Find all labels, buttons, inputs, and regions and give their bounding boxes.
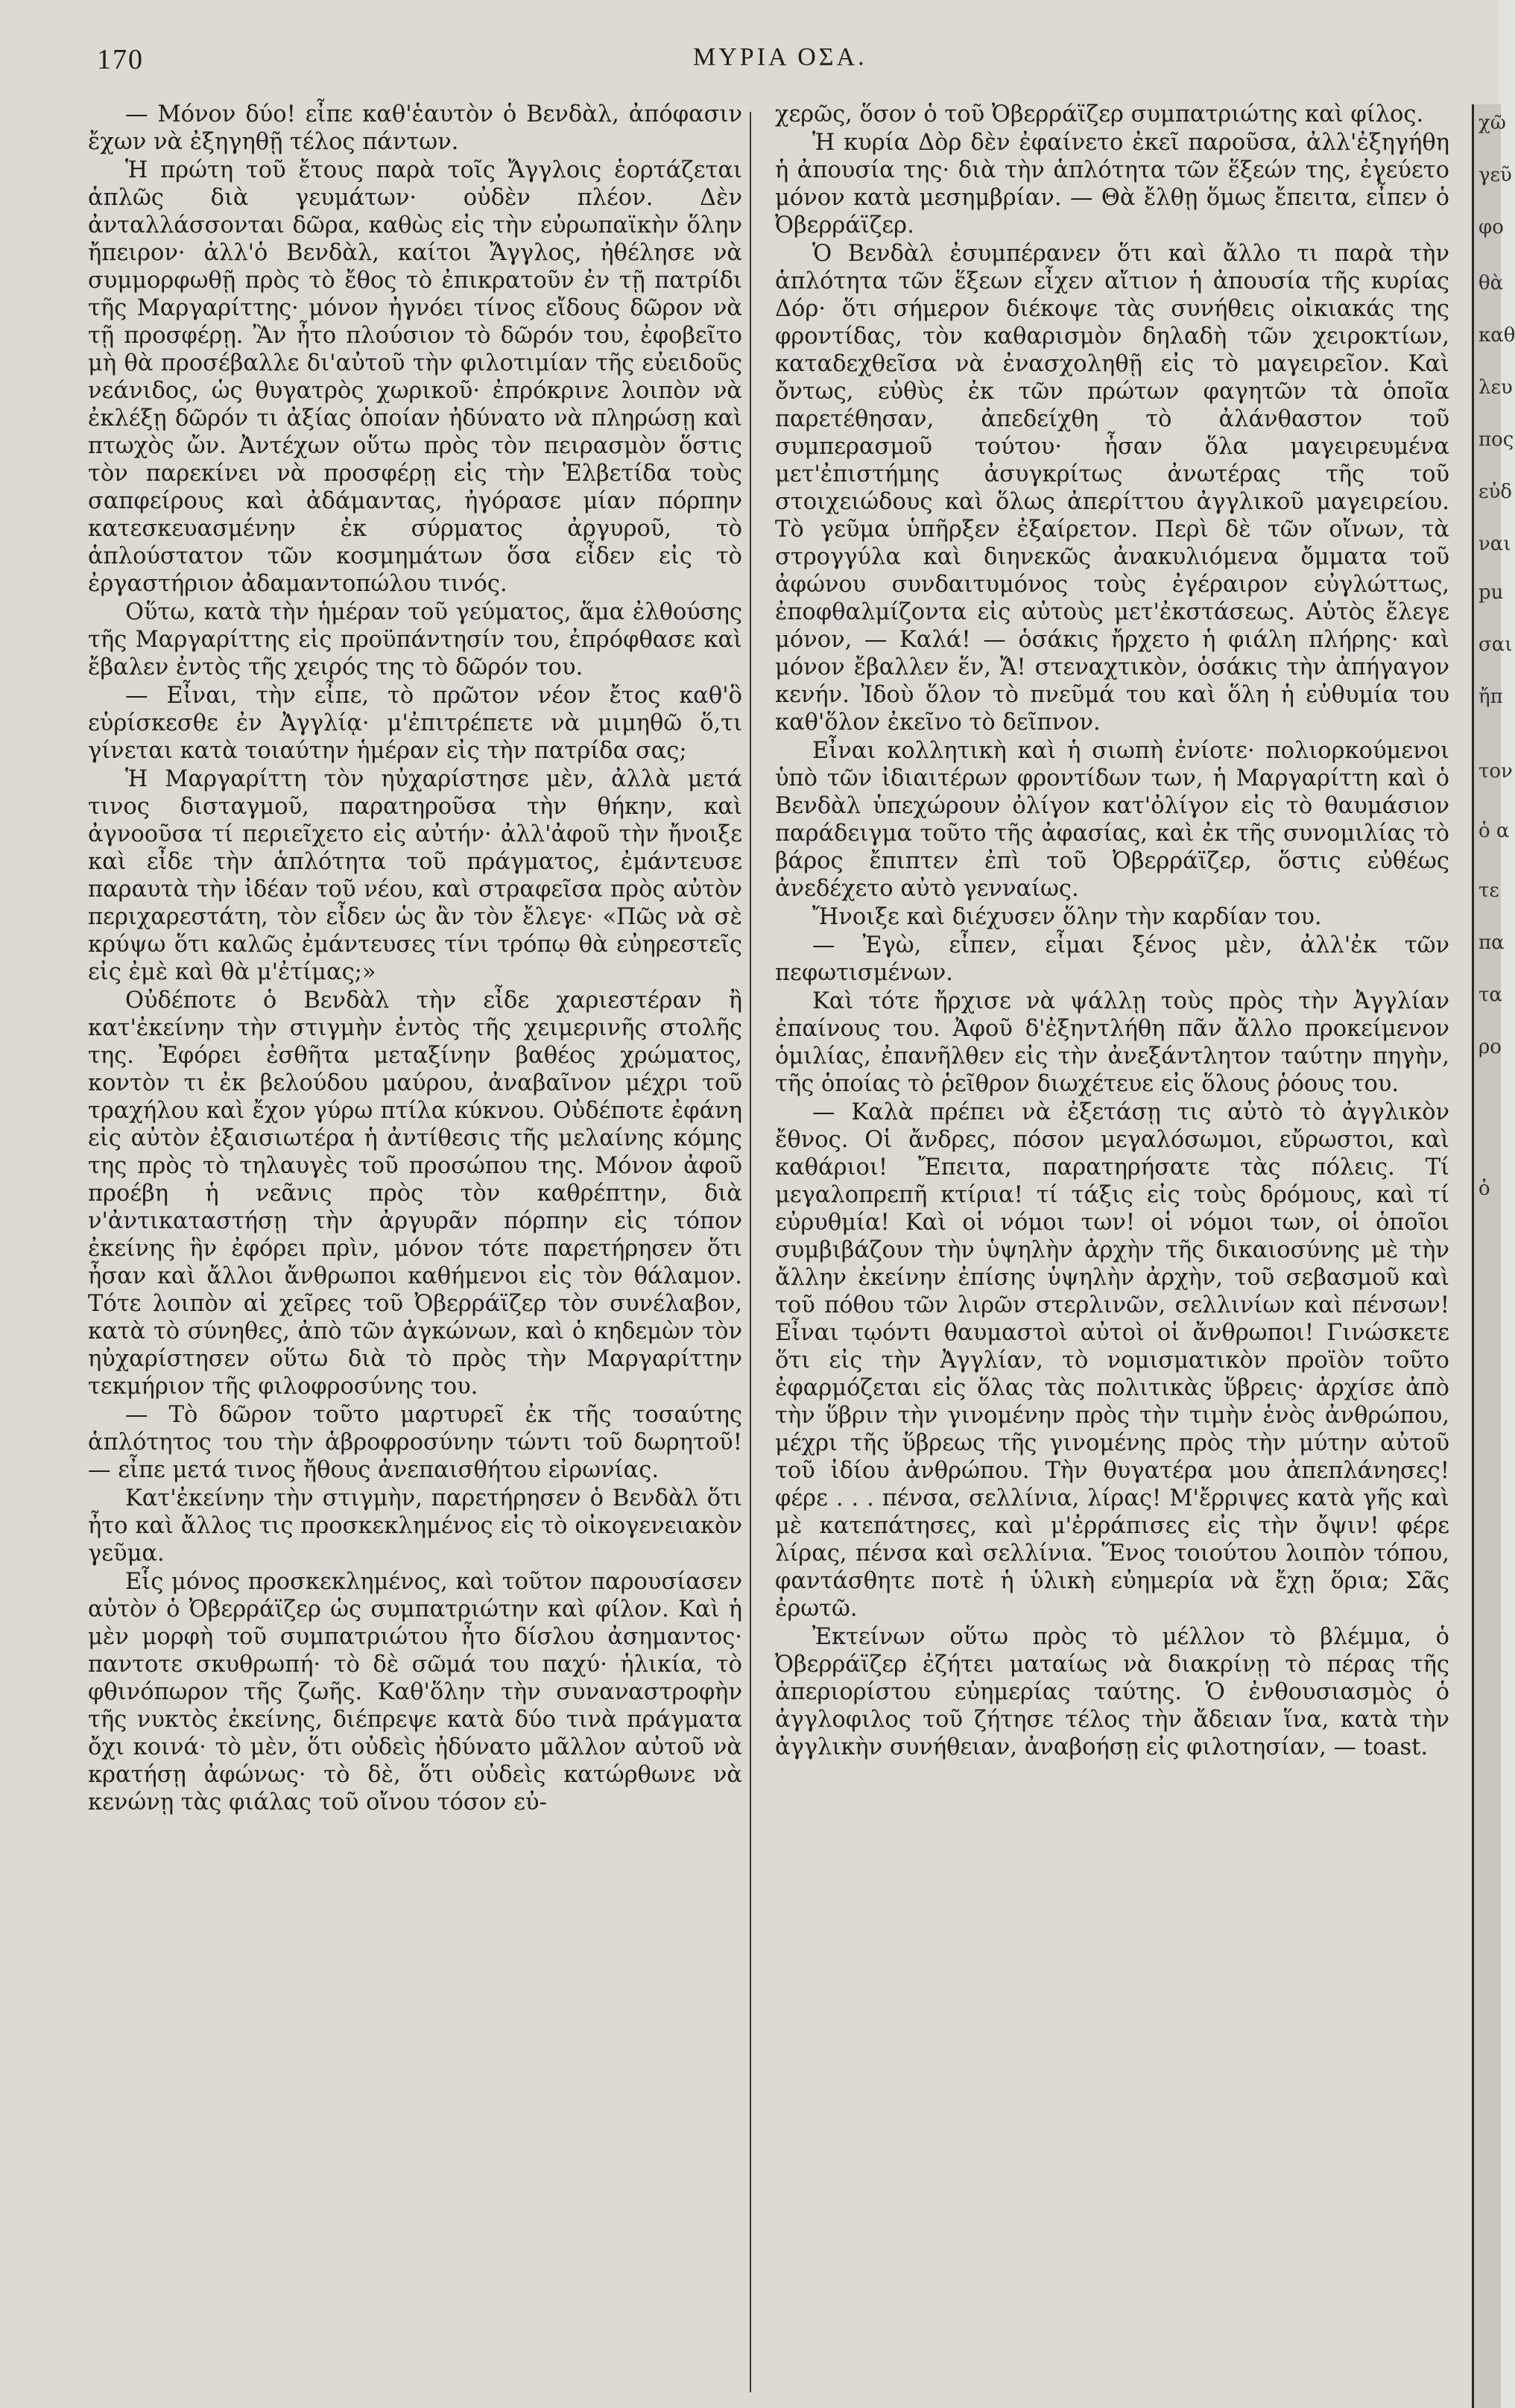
paragraph: Ἡ κυρία Δὸρ δὲν ἐφαίνετο ἐκεῖ παροῦσα, ἀλλ'ἐξηγήθη ἡ ἀπουσία της· διὰ τὴν ἁπλότητα τῶν ἕξεών της, ἐγεύετο μόνον κατὰ μεσημβρίαν. — Θὰ ἔλθῃ ὅμως ἔπειτα, εἶπεν ὁ Ὀβερράϊζερ. [775,130,1449,238]
margin-fragment: λευ [1478,376,1513,399]
paragraph: — Καλὰ πρέπει νὰ ἐξετάσῃ τις αὐτὸ τὸ ἀγγλικὸν ἔθνος. Οἱ ἄνδρες, πόσον μεγαλόσωμοι, εὔρωστοι, καὶ καθάριοι! Ἔπειτα, παρατηρήσατε τὰς πόλεις. Τί μεγαλοπρεπῆ κτίρια! τί τάξις εἰς τοὺς δρόμους, καὶ τί εὐρυθμία! Καὶ οἱ νόμοι των! οἱ νόμοι των, οἱ ὁποῖοι συμβιβάζουν τὴν ὑψηλὴν ἀρχὴν τῆς δικαιοσύνης μὲ τὴν ἄλλην ἐκείνην ἐπίσης ὑψηλὴν ἀρχὴν, τοῦ σεβασμοῦ καὶ τοῦ πόθου τῶν λιρῶν στερλινῶν, σελλινίων καὶ πένσων! Εἶναι τῳόντι θαυμαστοὶ αὐτοὶ οἱ ἄνθρωποι! Γινώσκετε ὅτι εἰς τὴν Ἀγγλίαν, τὸ νομισματικὸν προϊὸν τοῦτο ἐφαρμόζεται εἰς ὅλας τὰς πολιτικὰς ὕβρεις· ἀρχίσε ἀπὸ τὴν ὕβριν τὴν γινομένην πρὸς τὴν τιμὴν ἑνὸς ἀνθρώπου, μέχρι τῆς ὕβρεως τῆς γινομένης πρὸς τὴν μύτην αὐτοῦ τοῦ ἰδίου ἀνθρώπου. Τὴν θυγατέρα μου ἀπεπλάνησες! φέρε . . . πένσα, σελλίνια, λίρας! Μ'ἔρριψες κατὰ γῆς καὶ μὲ κατεπάτησες, καὶ μ'ἐρράπισες εἰς τὴν ὄψιν! φέρε λίρας, πένσα καὶ σελλίνια. Ἕνος τοιούτου λοιπὸν τόπου, φαντάσθητε ποτὲ ἡ ὑλικὴ εὐημερία νὰ ἔχῃ ὅρια; Σᾶς ἐρωτῶ. [775,1099,1449,1622]
adjacent-page-edge [1472,104,1515,2408]
paragraph: — Εἶναι, τὴν εἶπε, τὸ πρῶτον νέον ἔτος καθ'ὃ εὑρίσκεσθε ἐν Ἀγγλίᾳ· μ'ἐπιτρέπετε νὰ μιμηθῶ ὅ,τι γίνεται κατὰ τοιαύτην ἡμέραν εἰς τὴν πατρίδα σας; [88,683,742,764]
margin-fragment: pu [1478,581,1504,604]
margin-fragment: ὁ α [1478,820,1510,842]
paragraph: Εἶναι κολλητικὴ καὶ ἡ σιωπὴ ἐνίοτε· πολιορκούμενοι ὑπὸ τῶν ἰδιαιτέρων φροντίδων των, ἡ Μαργαρίττη καὶ ὁ Βενδὰλ ὑπεχώρουν ὀλίγον κατ'ὀλίγον εἰς τὸ θαυμάσιον παράδειγμα τοῦτο τῆς ἀφασίας, καὶ ἐκ τῆς συνομιλίας τὸ βάρος ἔπιπτεν ἐπὶ τοῦ Ὀβερράϊζερ, ὅστις εὐθέως ἀνεδέχετο αὐτὸ γενναίως. [775,738,1449,902]
paragraph: Οὕτω, κατὰ τὴν ἡμέραν τοῦ γεύματος, ἅμα ἐλθούσης τῆς Μαργαρίττης εἰς προϋπάντησίν του, ἐπρόφθασε καὶ ἔβαλεν ἐντὸς τῆς χειρός της τὸ δῶρόν του. [88,599,742,680]
column-divider [750,112,751,2392]
paragraph: Καὶ τότε ἤρχισε νὰ ψάλλῃ τοὺς πρὸς τὴν Ἀγγλίαν ἐπαίνους του. Ἀφοῦ δ'ἐξηντλήθη πᾶν ἄλλο προκείμενον ὁμιλίας, ἐπανῆλθεν εἰς τὴν ἀνεξάντλητον ταύτην πηγὴν, τῆς ὁποίας τὸ ῥεῖθρον διωχέτευε εἰς ὅλους ῥόους του. [775,988,1449,1097]
margin-fragment: σαι [1478,633,1513,656]
margin-fragment: ὁ [1478,1178,1490,1200]
paragraph: — Ἐγὼ, εἶπεν, εἶμαι ξένος μὲν, ἀλλ'ἐκ τῶν πεφωτισμένων. [775,932,1449,986]
margin-fragment: πος [1478,429,1514,451]
right-column [775,101,1449,1762]
margin-fragment: τον [1478,760,1513,783]
paragraph: Κατ'ἐκείνην τὴν στιγμὴν, παρετήρησεν ὁ Βενδὰλ ὅτι ἦτο καὶ ἄλλος τις προσκεκλημένος εἰς τὸ οἰκογενειακὸν γεῦμα. [88,1485,742,1567]
running-title: ΜΥΡΙΑ ΟΣΑ. [693,43,867,71]
paragraph: Ἤνοιξε καὶ διέχυσεν ὅλην τὴν καρδίαν του. [812,904,1322,930]
left-column [88,101,742,1817]
margin-fragment: ρο [1478,1036,1502,1058]
paragraph: — Τὸ δῶρον τοῦτο μαρτυρεῖ ἐκ τῆς τοσαύτης ἁπλότητος του τὴν ἁβροφροσύνην τώντι τοῦ δωρητοῦ! — εἶπε μετά τινος ἤθους ἀνεπαισθήτου εἰρωνίας. [88,1402,742,1483]
paragraph: Εἷς μόνος προσκεκλημένος, καὶ τοῦτον παρουσίασεν αὐτὸν ὁ Ὀβερράϊζερ ὡς συμπατριώτην καὶ φίλον. Καὶ ἡ μὲν μορφὴ τοῦ συμπατριώτου ἦτο δίσλου ἀσημαντος· παντοτε σκυθρωπή· τὸ δὲ σῶμά του παχύ· ἡλικία, τὸ φθινόπωρον τῆς ζωῆς. Καθ'ὅλην τὴν συναναστροφὴν τῆς νυκτὸς ἐκείνης, διέπρεψε κατὰ δύο τινὰ πράγματα ὄχι κοινά· τὸ μὲν, ὅτι οὐδεὶς ἠδύνατο μᾶλλον αὐτοῦ νὰ κρατήσῃ ἀφώνως· τὸ δὲ, ὅτι οὐδεὶς κατώρθωνε νὰ κενώνῃ τὰς φιάλας τοῦ οἴνου τόσον εὐ- [88,1569,742,1816]
paragraph: Ἡ πρώτη τοῦ ἔτους παρὰ τοῖς Ἄγγλοις ἑορτάζεται ἁπλῶς διὰ γευμάτων· οὐδὲν πλέον. Δὲν ἀνταλλάσσονται δῶρα, καθὼς εἰς τὴν εὐρωπαϊκὴν ὅλην ἤπειρον· ἀλλ'ὁ Βενδὰλ, καίτοι Ἄγγλος, ἠθέλησε νὰ συμμορφωθῇ πρὸς τὸ ἔθος τὸ ἐπικρατοῦν ἐν τῇ πατρίδι τῆς Μαργαρίττης· μόνον ἠγνόει τίνος εἴδους δῶρον νὰ τῇ προσφέρῃ. Ἂν ἦτο πλούσιον τὸ δῶρόν του, ἐφοβεῖτο μὴ θὰ προσέβαλλε δι'αὐτοῦ τὴν φιλοτιμίαν τῆς εὐειδοῦς νεάνιδος, ὡς θυγατρὸς χωρικοῦ· ἐπρόκρινε λοιπὸν νὰ ἐκλέξῃ δῶρόν τι ἀξίας ὁποίαν ἠδύνατο νὰ πληρώσῃ καὶ πτωχὸς ὤν. Ἀντέχων οὕτω πρὸς τὸν πειρασμὸν ὅστις τὸν παρεκίνει νὰ προσφέρῃ εἰς τὴν Ἑλβετίδα τοὺς σαπφείρους καὶ ἀδάμαντας, ἠγόρασε μίαν πόρπην κατεσκευασμένην ἐκ σύρματος ἀργυροῦ, τὸ ἁπλούστατον τῶν κοσμημάτων ὅσα εἶδεν εἰς τὸ ἐργαστήριον ἀδαμαντοπώλου τινός. [88,157,742,597]
margin-fragment: φο [1478,216,1504,238]
margin-fragment: εὐδ [1478,481,1512,503]
margin-fragment: πα [1478,932,1505,954]
margin-fragment: τε [1478,879,1499,902]
paragraph: Ἐκτείνων οὕτω πρὸς τὸ μέλλον τὸ βλέμμα, ὁ Ὀβερράϊζερ ἐζήτει ματαίως νὰ διακρίνῃ τὸ πέρας τῆς ἀπεριορίστου εὐημερίας ταύτης. Ὁ ἐνθουσιασμὸς ὁ ἀγγλοφιλος τοῦ ζήτησε τέλος τὴν ἄδειαν ἵνα, κατὰ τὴν ἀγγλικὴν συνήθειαν, ἀναβοήσῃ εἰς φιλοτησίαν, — toast. [775,1624,1449,1760]
paragraph: — Μόνον δύο! εἶπε καθ'ἑαυτὸν ὁ Βενδὰλ, ἀπόφασιν ἔχων νὰ ἐξηγηθῇ τέλος πάντων. [88,101,742,155]
margin-fragment: θὰ [1478,272,1504,294]
page-number: 170 [97,44,144,75]
margin-fragment: τα [1478,984,1502,1006]
margin-fragment: γεῦ [1478,164,1512,186]
paragraph: Ἡ Μαργαρίττη τὸν ηὐχαρίστησε μὲν, ἀλλὰ μετά τινος δισταγμοῦ, παρατηροῦσα τὴν θήκην, καὶ ἀγνοοῦσα τί περιεῖχετο εἰς αὐτήν· ἀλλ'ἀφοῦ τὴν ἤνοιξε καὶ εἶδε τὴν ἁπλότητα τοῦ πράγματος, ἐμάντευσε παραυτὰ τὴν ἰδέαν τοῦ νέου, καὶ στραφεῖσα πρὸς αὐτὸν περιχαρεστάτη, τὸν εἶδεν ὡς ἂν τὸν ἔλεγε· «Πῶς νὰ σὲ κρύψω ὅτι καλῶς ἐμάντευσες τίνι τρόπῳ θὰ εὐηρεστεῖς εἰς ἐμὲ καὶ θὰ μ'ἐτίμας;» [88,766,742,985]
margin-fragment: καθ [1478,324,1515,347]
margin-fragment: ναι [1478,533,1511,555]
page-header [89,43,1431,88]
paragraph: Οὐδέποτε ὁ Βενδὰλ τὴν εἶδε χαριεστέραν ἢ κατ'ἐκείνην τὴν στιγμὴν ἐντὸς τῆς χειμερινῆς στολῆς της. Ἐφόρει ἐσθῆτα μεταξίνην βαθέος χρώματος, κοντὸν τι ἐκ βελούδου μαύρου, ἀναβαῖνον μέχρι τοῦ τραχήλου καὶ ἔχον γύρω πτίλα κύκνου. Οὐδέποτε ἐφάνη εἰς αὐτὸν ἐξαισιωτέρα ἡ ἀντίθεσις τῆς μελαίνης κόμης της πρὸς τὸ τηλαυγὲς τοῦ προσώπου της. Μόνον ἀφοῦ προέβη ἡ νεᾶνις πρὸς τὸν καθρέπτην, διὰ ν'ἀντικαταστήσῃ τὴν ἀργυρᾶν πόρπην εἰς τόπον ἐκείνης ἣν ἐφόρει πρὶν, μόνον τότε παρετήρησεν ὅτι ἦσαν καὶ ἄλλοι ἄνθρωποι καθήμενοι εἰς τὸν θάλαμον. Τότε λοιπὸν αἱ χεῖρες τοῦ Ὀβερράϊζερ τὸν συνέλαβον, κατὰ τὸ σύνηθες, ἀπὸ τῶν ἀγκώνων, καὶ ὁ κηδεμὼν τὸν ηὐχαρίστησεν οὕτω διὰ τὸ πρὸς τὴν Μαργαρίττην τεκμήριον τῆς φιλοφροσύνης του. [88,987,742,1400]
paragraph: Ὁ Βενδὰλ ἐσυμπέρανεν ὅτι καὶ ἄλλο τι παρὰ τὴν ἁπλότητα τῶν ἕξεων εἶχεν αἴτιον ἡ ἀπουσία τῆς κυρίας Δόρ· ὅτι σήμερον διέκοψε τὰς συνήθεις οἰκιακάς της φροντίδας, τὸν καθαρισμὸν δηλαδὴ τῶν χειροκτίων, καταδεχθεῖσα νὰ ἐνασχοληθῇ εἰς τὸ μαγειρεῖον. Καὶ ὄντως, εὐθὺς ἐκ τῶν πρώτων φαγητῶν τὰ ὁποῖα παρετέθησαν, ἀπεδείχθη τὸ ἀλάνθαστον τοῦ συμπερασμοῦ τούτου· ἦσαν ὅλα μαγειρευμένα μετ'ἐπιστήμης ἀσυγκρίτως ἀνωτέρας τῆς τοῦ στοιχειώδους καὶ ὅλως ἀπερίττου ἀγγλικοῦ μαγειρείου. Τὸ γεῦμα ὑπῆρξεν ἐξαίρετον. Περὶ δὲ τῶν οἴνων, τὰ στρογγύλα καὶ διηνεκῶς ἀνακυλιόμενα ὄμματα τοῦ ἀφώνου συνδαιτυμόνος τοὺς ἐγέραιρον εὐγλώττως, ἐποφθαλμίζοντα εἰς αὐτοὺς μετ'ἐκστάσεως. Αὐτὸς ἔλεγε μόνον, — Καλά! — ὁσάκις ἤρχετο ἡ φιάλη πλήρης· καὶ μόνον ἔβαλλεν ἕν, Ἄ! στεναχτικὸν, ὁσάκις τὴν ἀπήγαγον κενήν. Ἰδοὺ ὅλον τὸ πνεῦμά του καὶ ὅλη ἡ εὐθυμία του καθ'ὅλον ἐκεῖνο τὸ δεῖπνον. [775,241,1449,736]
margin-fragment: ἤπ [1478,686,1503,708]
margin-fragment: χῶ [1478,112,1506,134]
paragraph-continuation: χερῶς, ὅσον ὁ τοῦ Ὀβερράϊζερ συμπατριώτης καὶ φίλος. [775,101,1424,127]
